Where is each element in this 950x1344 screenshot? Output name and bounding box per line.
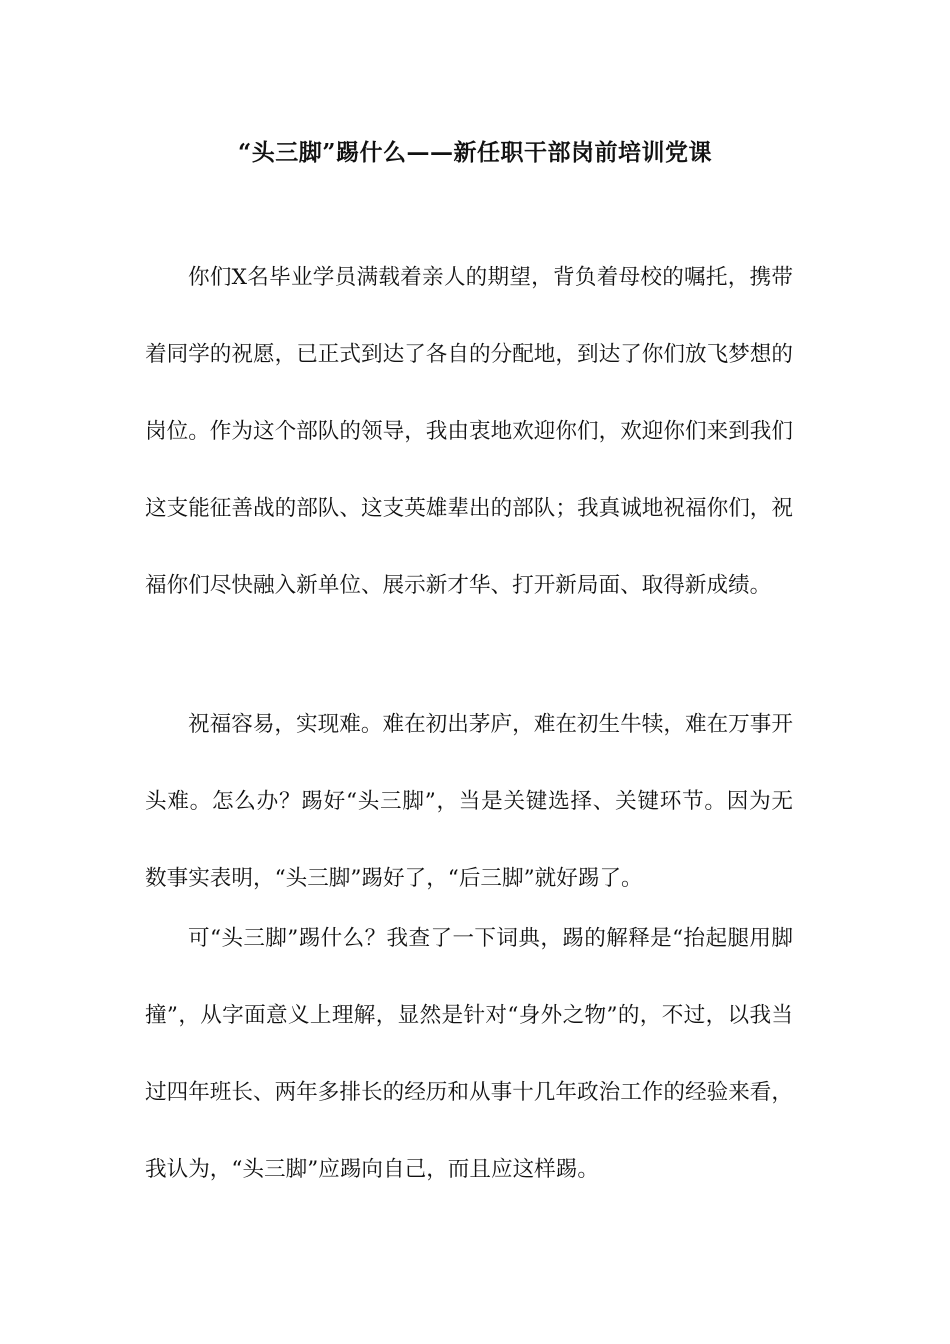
body-paragraph: 你们X名毕业学员满载着亲人的期望，背负着母校的嘱托，携带着同学的祝愿，已正式到达了各自的分配地，到达了你们放飞梦想的岗位。作为这个部队的领导，我由衷地欢迎你们，欢迎你们来到我们这支能征善战的部队、这支英雄辈出的部队；我真诚地祝福你们，祝福你们尽快融入新单位、展示新才华、打开新局面、取得新成绩。 [145, 265, 793, 598]
body-paragraph: 祝福容易，实现难。难在初出茅庐，难在初生牛犊，难在万事开头难。怎么办？踢好“头三脚”，当是关键选择、关键环节。因为无数事实表明，“头三脚”踢好了，“后三脚”就好踢了。 [145, 712, 793, 891]
paragraph-block-2 [145, 686, 793, 917]
document-title: “头三脚”踢什么——新任职干部岗前培训党课 [238, 139, 712, 166]
paragraph-block-3 [145, 900, 793, 1208]
paragraph-block-1 [145, 239, 793, 624]
body-paragraph: 可“头三脚”踢什么？我查了一下词典，踢的解释是“抬起腿用脚撞”，从字面意义上理解，显然是针对“身外之物”的，不过，以我当过四年班长、两年多排长的经历和从事十几年政治工作的经验来看，我认为，“头三脚”应踢向自己，而且应这样踢。 [145, 926, 793, 1182]
